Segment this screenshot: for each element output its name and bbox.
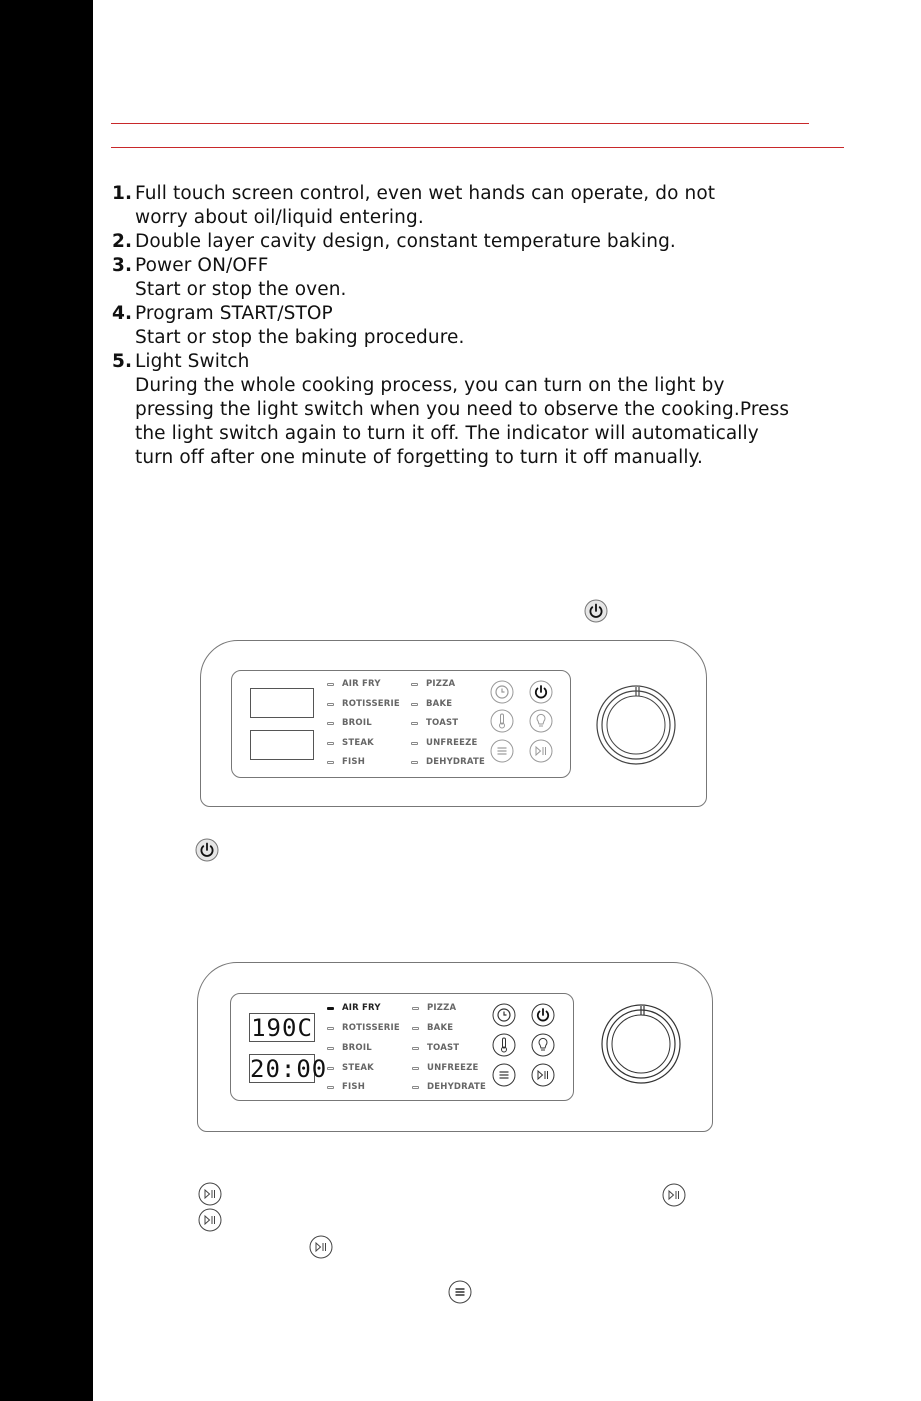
mode-air-fry[interactable]: AIR FRY (327, 1003, 381, 1013)
power-icon (584, 599, 608, 623)
mode-bake[interactable]: BAKE (412, 1023, 453, 1033)
feature-number: 1. (112, 183, 133, 204)
power-icon (195, 838, 219, 862)
mode-pizza[interactable]: PIZZA (412, 1003, 456, 1013)
feature-text: Program START/STOP (135, 303, 333, 324)
mode-steak[interactable]: STEAK (327, 1063, 374, 1073)
light-bulb-icon[interactable] (529, 709, 553, 733)
header-rule-bottom (111, 147, 844, 148)
mode-pizza[interactable]: PIZZA (411, 679, 455, 689)
feature-text: Light Switch (135, 351, 250, 372)
feature-text: the light switch again to turn it off. The indicator will automatically (135, 423, 759, 444)
lcd-timer: 20:00 (250, 1055, 328, 1083)
feature-number: 2. (112, 231, 133, 252)
clock-icon[interactable] (490, 680, 514, 704)
power-icon[interactable] (531, 1003, 555, 1027)
feature-item-1 (112, 182, 852, 230)
mode-unfreeze[interactable]: UNFREEZE (411, 738, 478, 748)
mode-toast[interactable]: TOAST (412, 1043, 459, 1053)
mode-steak[interactable]: STEAK (327, 738, 374, 748)
mode-unfreeze[interactable]: UNFREEZE (412, 1063, 479, 1073)
feature-text: turn off after one minute of forgetting to turn it off manually. (135, 447, 703, 468)
menu-icon[interactable] (490, 739, 514, 763)
mode-dehydrate[interactable]: DEHYDRATE (411, 757, 485, 767)
feature-text: Start or stop the baking procedure. (135, 327, 465, 348)
lcd-display-top (250, 688, 314, 718)
play-pause-icon (662, 1183, 686, 1207)
mode-dehydrate[interactable]: DEHYDRATE (412, 1082, 486, 1092)
touch-area (230, 993, 574, 1101)
control-knob[interactable] (595, 684, 677, 766)
feature-list (112, 182, 852, 470)
feature-text: During the whole cooking process, you can turn on the light by (135, 375, 725, 396)
feature-text: Double layer cavity design, constant temperature baking. (135, 231, 676, 252)
feature-text: Start or stop the oven. (135, 279, 347, 300)
mode-fish[interactable]: FISH (327, 1082, 365, 1092)
header-rule-top (111, 123, 809, 124)
feature-number: 4. (112, 303, 133, 324)
feature-text: pressing the light switch when you need to observe the cooking.Press (135, 399, 790, 420)
feature-item-4 (112, 302, 852, 350)
mode-broil[interactable]: BROIL (327, 1043, 372, 1053)
play-pause-icon[interactable] (531, 1063, 555, 1087)
mode-rotisserie[interactable]: ROTISSERIE (327, 1023, 400, 1033)
feature-item-2 (112, 230, 852, 254)
menu-icon (448, 1280, 472, 1304)
power-icon[interactable] (529, 680, 553, 704)
light-bulb-icon[interactable] (531, 1033, 555, 1057)
feature-item-3 (112, 254, 852, 302)
mode-air-fry[interactable]: AIR FRY (327, 679, 381, 689)
thermometer-icon[interactable] (492, 1033, 516, 1057)
left-black-bar (0, 0, 93, 1401)
thermometer-icon[interactable] (490, 709, 514, 733)
play-pause-icon (198, 1182, 222, 1206)
play-pause-icon[interactable] (529, 739, 553, 763)
touch-area (231, 670, 571, 778)
mode-broil[interactable]: BROIL (327, 718, 372, 728)
feature-text: worry about oil/liquid entering. (135, 207, 424, 228)
mode-fish[interactable]: FISH (327, 757, 365, 767)
clock-icon[interactable] (492, 1003, 516, 1027)
feature-text: Power ON/OFF (135, 255, 269, 276)
control-panel-off (200, 640, 707, 807)
lcd-display-bottom (250, 730, 314, 760)
mode-bake[interactable]: BAKE (411, 699, 452, 709)
feature-number: 3. (112, 255, 133, 276)
mode-rotisserie[interactable]: ROTISSERIE (327, 699, 400, 709)
lcd-temperature: 190C (249, 1013, 315, 1042)
menu-icon[interactable] (492, 1063, 516, 1087)
feature-number: 5. (112, 351, 133, 372)
mode-toast[interactable]: TOAST (411, 718, 458, 728)
control-panel-on (197, 962, 713, 1132)
feature-text: Full touch screen control, even wet hands can operate, do not (135, 183, 716, 204)
play-pause-icon (309, 1235, 333, 1259)
feature-item-5 (112, 350, 852, 470)
play-pause-icon (198, 1208, 222, 1232)
control-knob[interactable] (600, 1003, 682, 1085)
